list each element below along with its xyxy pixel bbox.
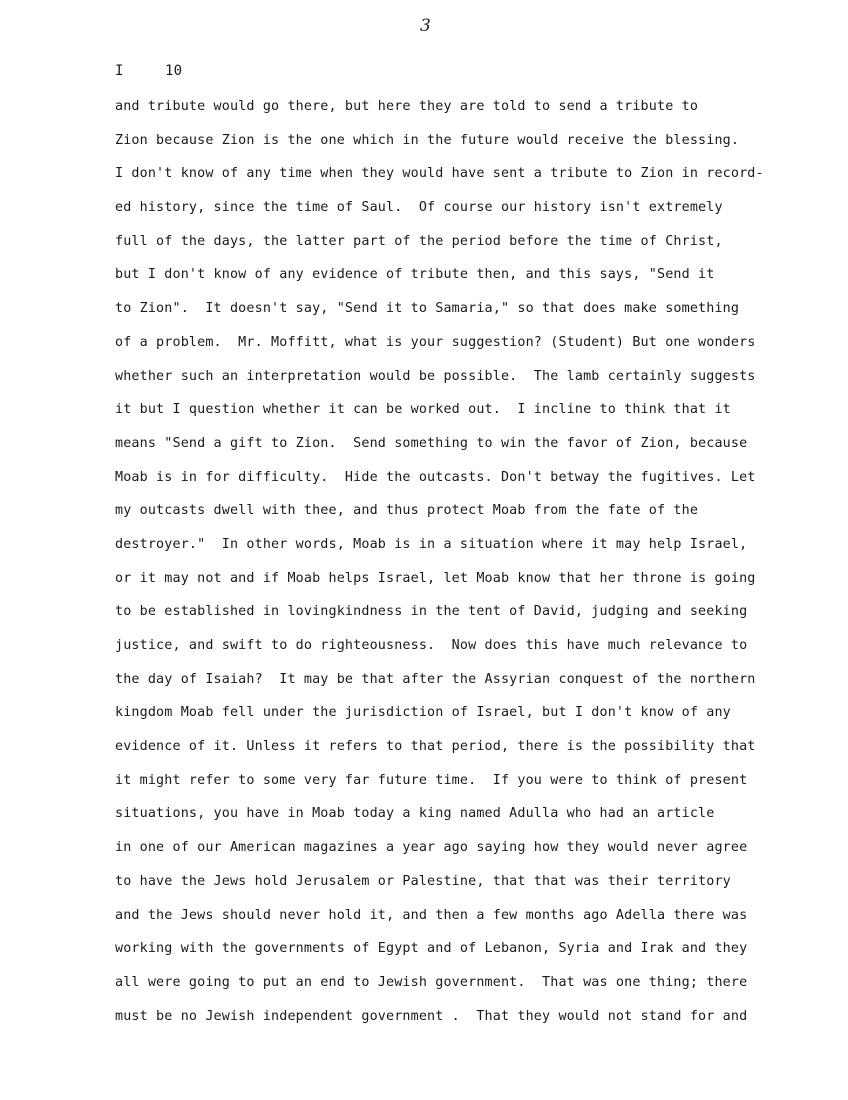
text-line: working with the governments of Egypt and of Lebanon, Syria and Irak and they — [115, 941, 748, 957]
text-line: I don't know of any time when they would have sent a tribute to Zion in record- — [115, 166, 764, 182]
text-line: to have the Jews hold Jerusalem or Palestine, that that was their territory — [115, 873, 731, 889]
text-line: and tribute would go there, but here they are told to send a tribute to — [115, 99, 699, 114]
text-line: or it may not and if Moab helps Israel, let Moab know that her throne is going — [115, 570, 756, 586]
text-line: full of the days, the latter part of the period before the time of Christ, — [115, 233, 723, 249]
text-line: and the Jews should never hold it, and then a few months ago Adella there was — [115, 907, 748, 923]
text-line: kingdom Moab fell under the jurisdiction of Israel, but I don't know of any — [115, 705, 731, 721]
page-number: 3 — [420, 16, 431, 36]
text-line: to Zion". It doesn't say, "Send it to Samaria," so that does make something — [115, 301, 740, 317]
text-line: destroyer." In other words, Moab is in a situation where it may help Israel, — [115, 536, 748, 552]
text-line: my outcasts dwell with thee, and thus protect Moab from the fate of the — [115, 503, 699, 519]
text-line: to be established in lovingkindness in the tent of David, judging and seeking — [115, 604, 748, 620]
section-reference — [115, 63, 182, 79]
text-line: all were going to put an end to Jewish government. That was one thing; there — [115, 974, 748, 990]
text-line: it but I question whether it can be worked out. I incline to think that it — [115, 402, 731, 418]
text-line: Moab is in for difficulty. Hide the outcasts. Don't betway the fugitives. Let — [115, 469, 756, 485]
text-line: evidence of it. Unless it refers to that period, there is the possibility that — [115, 739, 756, 755]
text-line: means "Send a gift to Zion. Send something to win the favor of Zion, because — [115, 435, 748, 451]
text-line: Zion because Zion is the one which in the future would receive the blessing. — [115, 132, 740, 148]
text-line: justice, and swift to do righteousness. Now does this have much relevance to — [115, 638, 748, 653]
body-text — [115, 96, 795, 1039]
section-number: 10 — [165, 63, 183, 79]
text-line: whether such an interpretation would be possible. The lamb certainly suggests — [115, 368, 756, 384]
text-line: but I don't know of any evidence of tribute then, and this says, "Send it — [115, 267, 715, 283]
text-line: the day of Isaiah? It may be that after the Assyrian conquest of the northern — [115, 671, 756, 687]
text-line: ed history, since the time of Saul. Of course our history isn't extremely — [115, 200, 723, 216]
section-label: I — [115, 63, 124, 79]
text-line: it might refer to some very far future time. If you were to think of present — [115, 772, 748, 788]
text-line: must be no Jewish independent government . That they would not stand for and — [115, 1008, 748, 1024]
text-line: of a problem. Mr. Moffitt, what is your suggestion? (Student) But one wonders — [115, 334, 756, 350]
text-line: in one of our American magazines a year ago saying how they would never agree — [115, 840, 748, 856]
text-line: situations, you have in Moab today a king named Adulla who had an article — [115, 806, 715, 822]
